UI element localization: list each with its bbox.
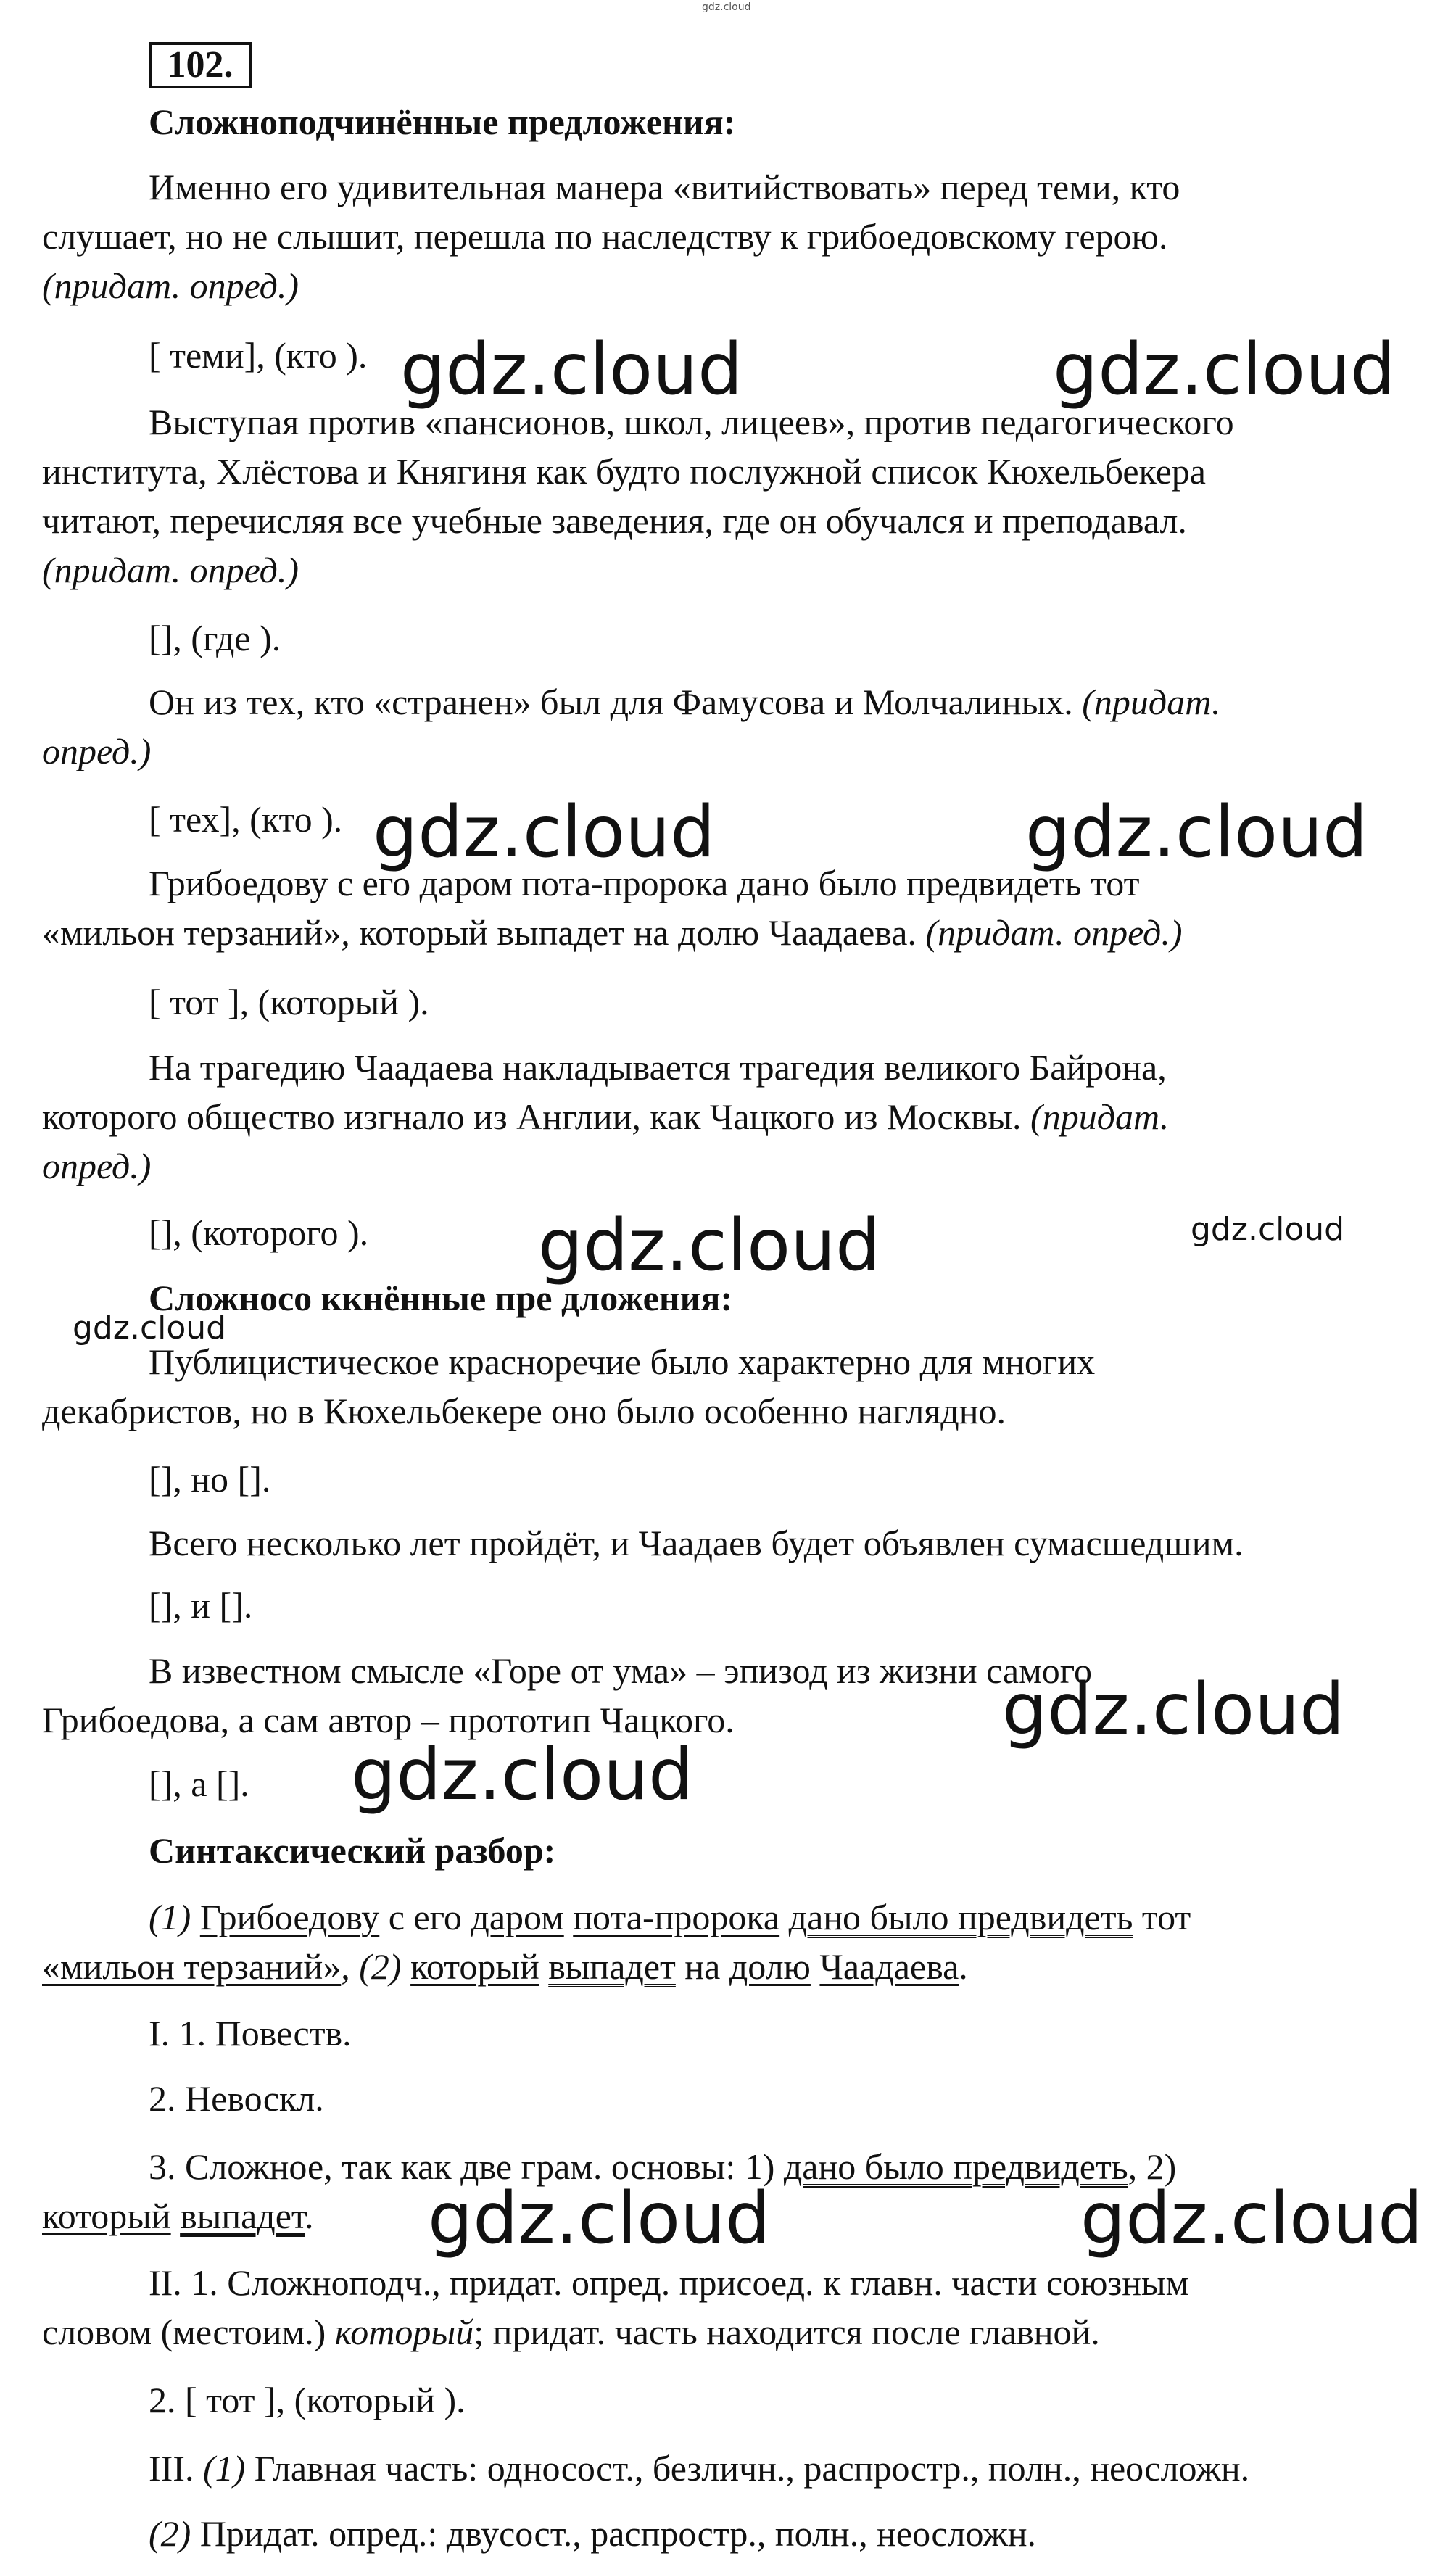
text-line: Грибоедова, а сам автор – прототип Чацкого. bbox=[42, 1700, 735, 1740]
text-line: В известном смысле «Горе от ума» – эпизод из жизни самого bbox=[149, 1650, 1093, 1691]
section-heading-complex-compound: Сложносо ккнённые пре дложения: bbox=[149, 1278, 733, 1318]
text-fragment: который bbox=[334, 2312, 474, 2352]
watermark: gdz.cloud bbox=[1025, 791, 1368, 874]
analysis-line: 2. Невоскл. bbox=[149, 2078, 324, 2119]
subject-word: который bbox=[410, 1946, 539, 1987]
text-fragment: ; придат. часть находится после главной. bbox=[473, 2312, 1100, 2352]
watermark-top: gdz.cloud bbox=[702, 1, 751, 13]
predicate-word: дано было предвидеть bbox=[788, 1897, 1133, 1937]
text-line bbox=[42, 911, 1183, 954]
task-number: 102. bbox=[149, 42, 252, 88]
text-line: опред.) bbox=[42, 1146, 152, 1186]
text-fragment: Главная часть: односост., безличн., распростр., полн., неосложн. bbox=[254, 2448, 1250, 2489]
text-line: Публицистическое красноречие было характерно для многих bbox=[149, 1341, 1096, 1382]
text-fragment: тот bbox=[1141, 1897, 1191, 1937]
analysis-line: I. 1. Повеств. bbox=[149, 2013, 352, 2053]
watermark: gdz.cloud bbox=[373, 791, 716, 874]
scheme-line: [], а []. bbox=[149, 1763, 249, 1804]
text-fragment: III. bbox=[149, 2448, 194, 2489]
text-fragment: которого общество изгнало из Англии, как Чацкого из Москвы. bbox=[42, 1096, 1022, 1137]
clause-number: (1) bbox=[149, 1897, 191, 1937]
watermark: gdz.cloud bbox=[1080, 2177, 1423, 2260]
attribute-word: Чаадаева bbox=[819, 1946, 959, 1987]
text-line: (придат. опред.) bbox=[42, 265, 299, 306]
text-fragment: 3. Сложное, так как две грам. основы: 1) bbox=[149, 2146, 775, 2187]
section-heading-syntax: Синтаксический разбор: bbox=[149, 1830, 556, 1871]
text-line: (придат. опред.) bbox=[42, 550, 299, 590]
text-fragment: «мильон терзаний», который выпадет на долю Чаадаева. bbox=[42, 912, 917, 953]
analysis-line bbox=[149, 2512, 1036, 2555]
predicate-word: выпадет bbox=[548, 1946, 676, 1987]
predicate-word: дано было предвидеть bbox=[783, 2146, 1128, 2187]
analyzed-sentence-line bbox=[42, 1945, 968, 1988]
text-line: Грибоедову с его даром пота-пророка дано было предвидеть тот bbox=[149, 863, 1140, 903]
watermark: gdz.cloud bbox=[400, 328, 743, 411]
attribute-word: даром bbox=[471, 1897, 564, 1937]
analysis-line bbox=[42, 2194, 314, 2238]
text-fragment: с его bbox=[388, 1897, 462, 1937]
text-fragment: . bbox=[305, 2196, 314, 2236]
text-fragment: Он из тех, кто «странен» был для Фамусова и Молчалиных. bbox=[149, 682, 1073, 722]
watermark: gdz.cloud bbox=[1053, 328, 1396, 411]
text-line: Именно его удивительная манера «витийствовать» перед теми, кто bbox=[149, 167, 1180, 207]
clause-number: (1) bbox=[202, 2448, 246, 2489]
watermark: gdz.cloud bbox=[1191, 1211, 1345, 1248]
text-line: На трагедию Чаадаева накладывается трагедия великого Байрона, bbox=[149, 1047, 1167, 1088]
text-fragment: Придат. опред.: двусост., распростр., полн., неосложн. bbox=[199, 2513, 1037, 2554]
scheme-line: [], и []. bbox=[149, 1585, 253, 1626]
text-fragment: , 2) bbox=[1128, 2146, 1177, 2187]
text-fragment: , bbox=[341, 1946, 350, 1987]
scheme-line: [ тех], (кто ). bbox=[149, 799, 343, 840]
clause-number: (2) bbox=[359, 1946, 402, 1987]
watermark: gdz.cloud bbox=[428, 2177, 771, 2260]
attribute-word: пота-пророка bbox=[573, 1897, 780, 1937]
predicate-word: выпадет bbox=[180, 2196, 305, 2236]
text-line: декабристов, но в Кюхельбекере оно было особенно наглядно. bbox=[42, 1391, 1006, 1431]
watermark: gdz.cloud bbox=[73, 1310, 227, 1346]
subject-word: который bbox=[42, 2196, 171, 2236]
text-fragment: . bbox=[959, 1946, 968, 1987]
text-fragment: (придат. bbox=[1030, 1096, 1170, 1137]
scheme-line: [ теми], (кто ). bbox=[149, 335, 368, 376]
text-fragment: (придат. bbox=[1082, 682, 1221, 722]
scheme-line: 2. [ тот ], (который ). bbox=[149, 2380, 466, 2420]
analysis-line: II. 1. Сложноподч., придат. опред. присоед. к главн. части союзным bbox=[149, 2262, 1189, 2303]
scheme-line: [], (которого ). bbox=[149, 1212, 369, 1253]
watermark: gdz.cloud bbox=[1002, 1668, 1345, 1751]
text-line: Выступая против «пансионов, школ, лицеев», против педагогического bbox=[149, 402, 1234, 442]
object-word: долю bbox=[729, 1946, 811, 1987]
text-fragment: на bbox=[684, 1946, 721, 1987]
subject-word: Грибоедову bbox=[199, 1897, 380, 1937]
text-line: слушает, но не слышит, перешла по наследству к грибоедовскому герою. bbox=[42, 216, 1168, 257]
scheme-line: [ тот ], (который ). bbox=[149, 982, 429, 1022]
text-line bbox=[149, 680, 1220, 724]
analysis-line bbox=[42, 2310, 1100, 2354]
text-line: института, Хлёстова и Княгиня как будто послужной список Кюхельбекера bbox=[42, 451, 1206, 492]
section-heading-complex-subordinate: Сложноподчинённые предложения: bbox=[149, 102, 736, 142]
analysis-line bbox=[149, 2446, 1249, 2490]
object-word: «мильон терзаний» bbox=[42, 1946, 342, 1987]
watermark: gdz.cloud bbox=[351, 1734, 694, 1816]
text-line: читают, перечисляя все учебные заведения, где он обучался и преподавал. bbox=[42, 500, 1187, 541]
text-fragment: (придат. опред.) bbox=[925, 912, 1183, 953]
watermark: gdz.cloud bbox=[538, 1204, 881, 1287]
text-fragment: словом (местоим.) bbox=[42, 2312, 326, 2352]
text-line: Всего несколько лет пройдёт, и Чаадаев будет объявлен сумасшедшим. bbox=[149, 1523, 1244, 1563]
scheme-line: [], но []. bbox=[149, 1459, 271, 1499]
text-line bbox=[42, 1095, 1169, 1138]
analyzed-sentence-line bbox=[149, 1895, 1191, 1939]
text-line: опред.) bbox=[42, 731, 152, 771]
scheme-line: [], (где ). bbox=[149, 618, 281, 658]
clause-number: (2) bbox=[149, 2513, 191, 2554]
